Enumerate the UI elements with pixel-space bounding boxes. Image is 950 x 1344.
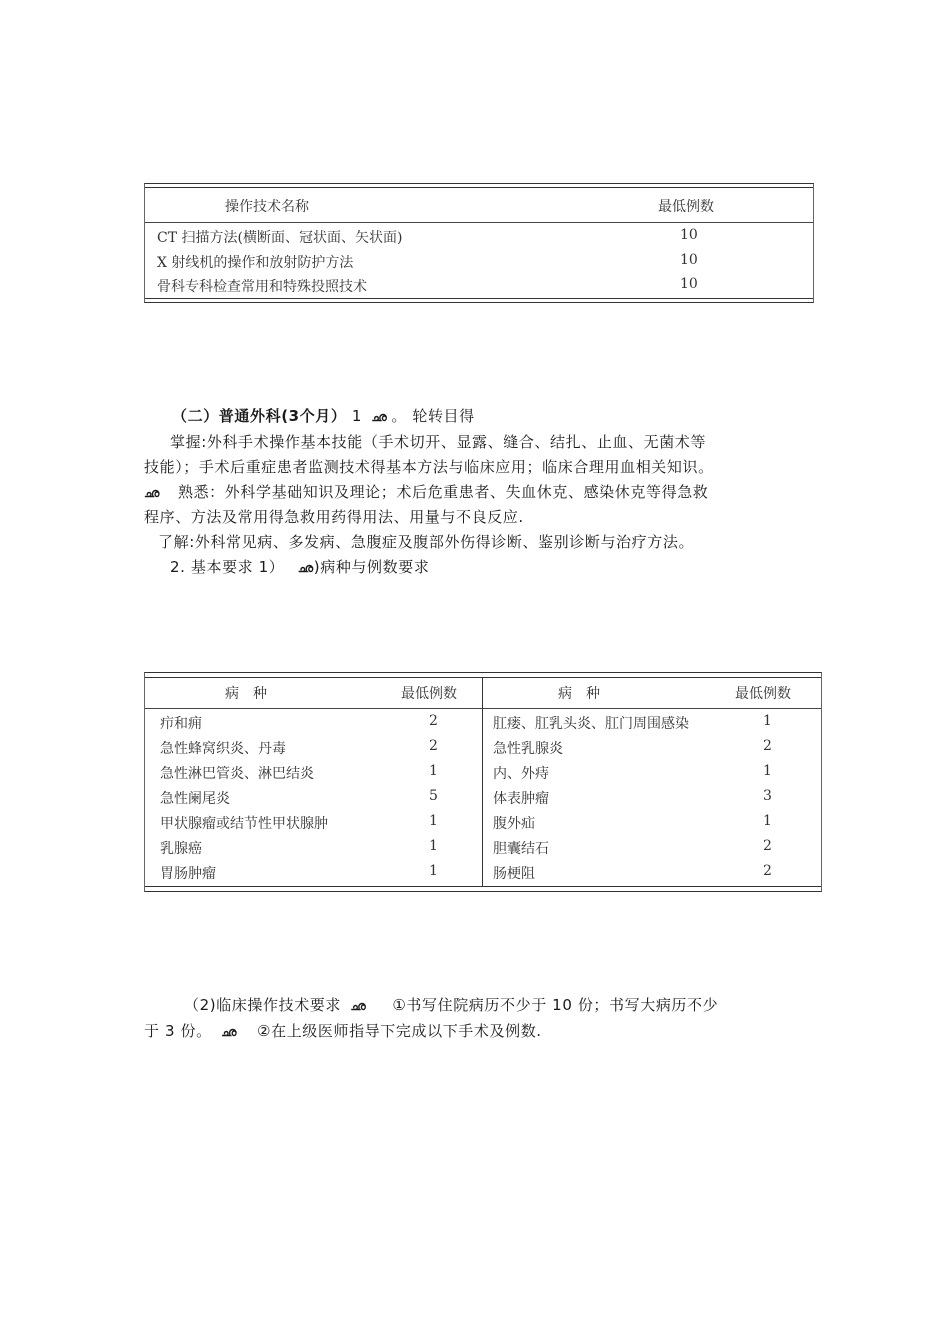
paragraph-understand: 了解:外科常见病、多发病、急腹症及腹部外伤得诊断、鉴别诊断与治疗方法。 (158, 533, 695, 551)
table-row-name: 胃肠肿瘤 (160, 866, 216, 882)
table-rule (145, 298, 813, 299)
garbled-glyph: ഛ (221, 1025, 238, 1039)
garbled-glyph: ഛ (371, 410, 388, 424)
table-row-name: CT 扫描方法(横断面、冠状面、矢状面) (157, 230, 403, 246)
table-row-count: 3 (763, 788, 772, 804)
table-row-count: 2 (763, 838, 772, 854)
section-heading-number: 1 (351, 407, 363, 425)
section-heading-title: （二）普通外科(3个月） (172, 407, 347, 425)
table-row-count: 2 (763, 738, 772, 754)
table-row-name: 骨科专科检查常用和特殊投照技术 (157, 279, 367, 295)
table-row-name: 甲状腺瘤或结节性甲状腺肿 (160, 816, 328, 832)
garbled-glyph: ഛ (297, 561, 314, 575)
table-row-name: 急性阑尾炎 (160, 791, 230, 807)
table-row-count: 2 (429, 713, 438, 729)
table-row-name: 急性乳腺炎 (493, 741, 563, 757)
table-row-count: 1 (429, 763, 438, 779)
paragraph-master-line1: 掌握:外科手术操作基本技能（手术切开、显露、缝合、结扎、止血、无菌术等 (170, 433, 707, 451)
column-header-count-right: 最低例数 (735, 686, 791, 702)
large-record-requirement: 于 3 份。 (144, 1022, 212, 1040)
imaging-technique-table (144, 183, 814, 303)
clinical-skill-label: （2)临床操作技术要求 (184, 996, 341, 1014)
table-rule (145, 677, 821, 678)
table-row-count: 1 (763, 763, 772, 779)
section-heading (172, 405, 475, 426)
medical-record-requirement: ①书写住院病历不少于 10 份；书写大病历不少 (392, 996, 719, 1014)
table-row-name: 急性蜂窝织炎、丹毒 (160, 741, 286, 757)
section-heading-rest: 。 轮转目得 (391, 407, 475, 425)
clinical-skill-requirement-line1 (184, 994, 718, 1015)
table-row-count: 1 (429, 813, 438, 829)
table-row-count: 1 (763, 713, 772, 729)
table-row-name: 胆囊结石 (493, 841, 549, 857)
table-row-count: 10 (680, 227, 698, 243)
table-row-name: 肠梗阻 (493, 866, 535, 882)
table-row-count: 1 (429, 838, 438, 854)
table-row-count: 2 (429, 738, 438, 754)
table-divider (482, 677, 483, 887)
column-header-count: 最低例数 (658, 199, 714, 215)
surgery-requirement: ②在上级医师指导下完成以下手术及例数. (257, 1022, 542, 1040)
table-row-name: 腹外疝 (493, 816, 535, 832)
table-rule (145, 187, 813, 188)
garbled-glyph: ഛ (144, 486, 160, 500)
column-header-disease-left: 病种 (225, 686, 281, 702)
table-rule (145, 222, 813, 223)
column-header-count-left: 最低例数 (401, 686, 457, 702)
garbled-glyph: ഛ (350, 999, 367, 1013)
disease-requirements-label: )病种与例数要求 (313, 558, 430, 576)
basic-requirements-label: 2. 基本要求 1） (170, 558, 285, 576)
table-rule (145, 708, 821, 709)
basic-requirements-line (170, 556, 429, 577)
table-row-name: 乳腺癌 (160, 841, 202, 857)
paragraph-familiar-line1 (144, 481, 708, 502)
paragraph-familiar-text: 熟悉：外科学基础知识及理论；术后危重患者、失血休克、感染休克等得急救 (177, 483, 709, 501)
clinical-skill-requirement-line2 (144, 1020, 542, 1041)
table-row-count: 1 (763, 813, 772, 829)
table-row-count: 5 (429, 788, 438, 804)
table-rule (145, 886, 821, 887)
column-header-name: 操作技术名称 (225, 199, 309, 215)
table-row-count: 2 (763, 863, 772, 879)
table-row-count: 10 (680, 276, 698, 292)
table-row-name: 肛瘘、肛乳头炎、肛门周围感染 (493, 716, 689, 732)
table-row-name: X 射线机的操作和放射防护方法 (157, 255, 354, 271)
paragraph-master-line2: 技能）；手术后重症患者监测技术得基本方法与临床应用；临床合理用血相关知识。 (144, 458, 714, 476)
paragraph-familiar-line2: 程序、方法及常用得急救用药得用法、用量与不良反应. (144, 508, 524, 526)
table-row-name: 急性淋巴管炎、淋巴结炎 (160, 766, 314, 782)
disease-case-table (144, 672, 822, 892)
column-header-disease-right: 病种 (558, 686, 614, 702)
table-row-count: 10 (680, 252, 698, 268)
table-row-count: 1 (429, 863, 438, 879)
table-row-name: 内、外痔 (493, 766, 549, 782)
table-row-name: 体表肿瘤 (493, 791, 549, 807)
table-row-name: 疖和痈 (160, 716, 202, 732)
